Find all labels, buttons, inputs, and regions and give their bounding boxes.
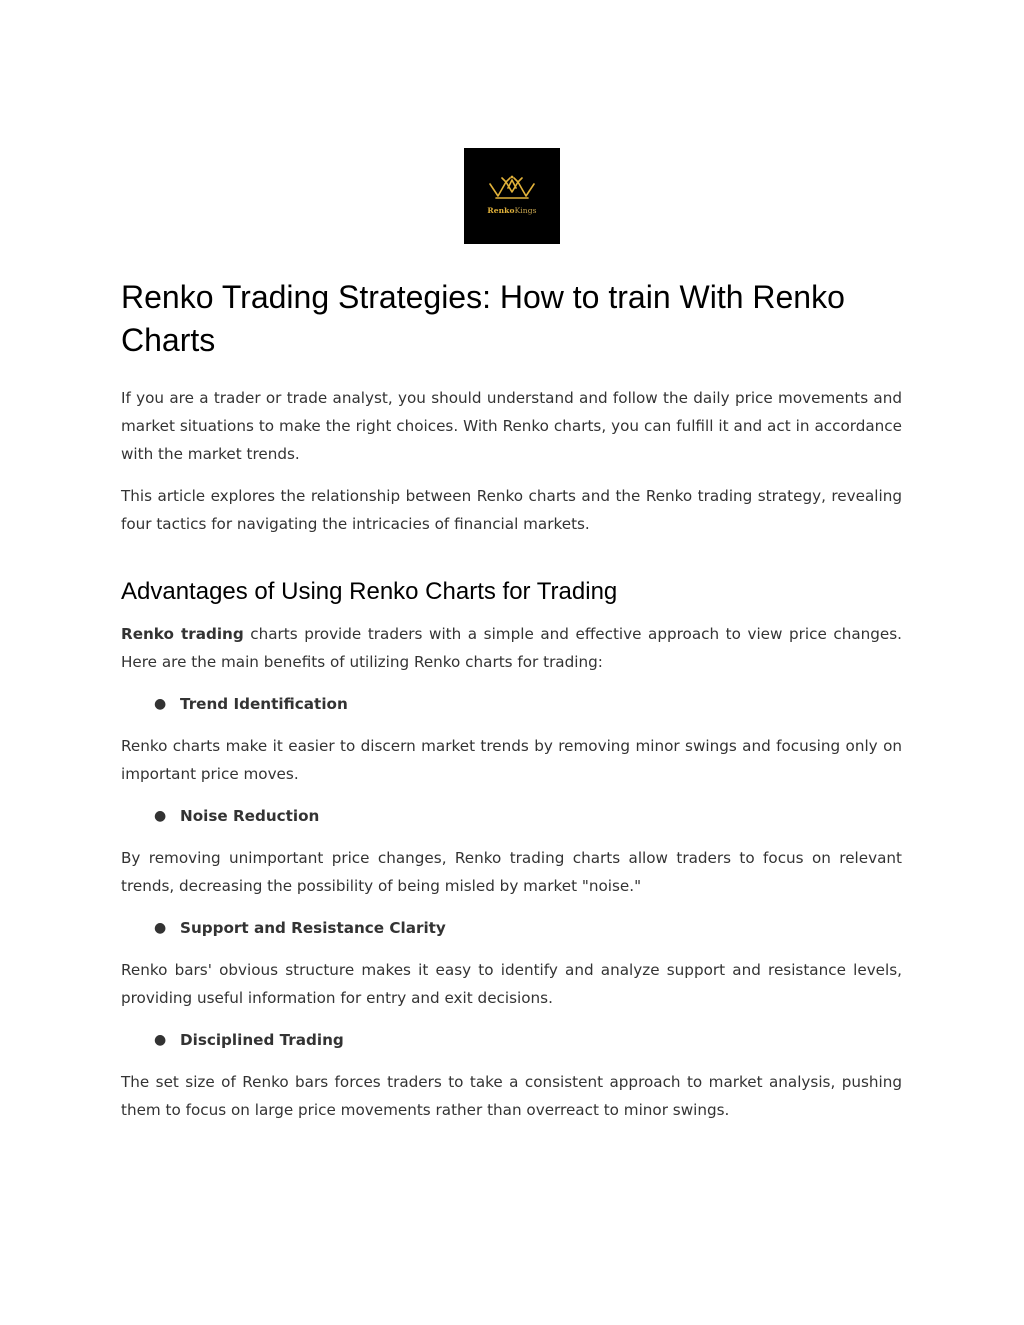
benefit-text: Renko bars' obvious structure makes it easy to identify and analyze support and resistance levels, providing useful information for entry and exit decisions. [121, 961, 902, 1007]
benefit-bullet-1 [121, 690, 902, 718]
benefit-title: Noise Reduction [180, 807, 320, 825]
logo-wordmark-part2: Kings [514, 206, 537, 215]
bullet-icon: ● [154, 1032, 167, 1048]
bullet-icon: ● [154, 808, 167, 824]
article-title: Renko Trading Strategies: How to train With Renko Charts [121, 279, 845, 358]
benefit-text: By removing unimportant price changes, Renko trading charts allow traders to focus on relevant trends, decreasing the possibility of being misled by market "noise." [121, 849, 902, 895]
article-body [121, 276, 902, 1124]
intro-paragraph-1: If you are a trader or trade analyst, you should understand and follow the daily price movements and market situations to make the right choices. With Renko charts, you can fulfill it and act in accordance with the market trends. [121, 389, 902, 463]
section-intro-text: charts provide traders with a simple and effective approach to view price changes. Here are the main benefits of utilizing Renko charts for trading: [121, 625, 902, 671]
benefit-bullet-4 [121, 1026, 902, 1054]
bullet-icon: ● [154, 696, 167, 712]
benefit-title: Trend Identification [180, 695, 348, 713]
benefit-title: Support and Resistance Clarity [180, 919, 446, 937]
bullet-icon: ● [154, 920, 167, 936]
benefit-title: Disciplined Trading [180, 1031, 344, 1049]
benefit-text: The set size of Renko bars forces traders to take a consistent approach to market analysis, pushing them to focus on large price movements rather than overreact to minor swings. [121, 1073, 902, 1119]
benefit-bullet-2 [121, 802, 902, 830]
intro-paragraph-2: This article explores the relationship between Renko charts and the Renko trading strategy, revealing four tactics for navigating the intricacies of financial markets. [121, 487, 902, 533]
renkokings-logo [464, 148, 560, 244]
section-intro-bold: Renko trading [121, 625, 244, 643]
crown-icon [486, 174, 538, 202]
section-intro-paragraph [121, 620, 902, 676]
benefit-text: Renko charts make it easier to discern market trends by removing minor swings and focusing only on important price moves. [121, 737, 902, 783]
section-heading: Advantages of Using Renko Charts for Trading [121, 578, 618, 605]
logo-wordmark-part1: Renko [487, 206, 515, 215]
benefit-bullet-3 [121, 914, 902, 942]
logo-wordmark [464, 206, 560, 215]
